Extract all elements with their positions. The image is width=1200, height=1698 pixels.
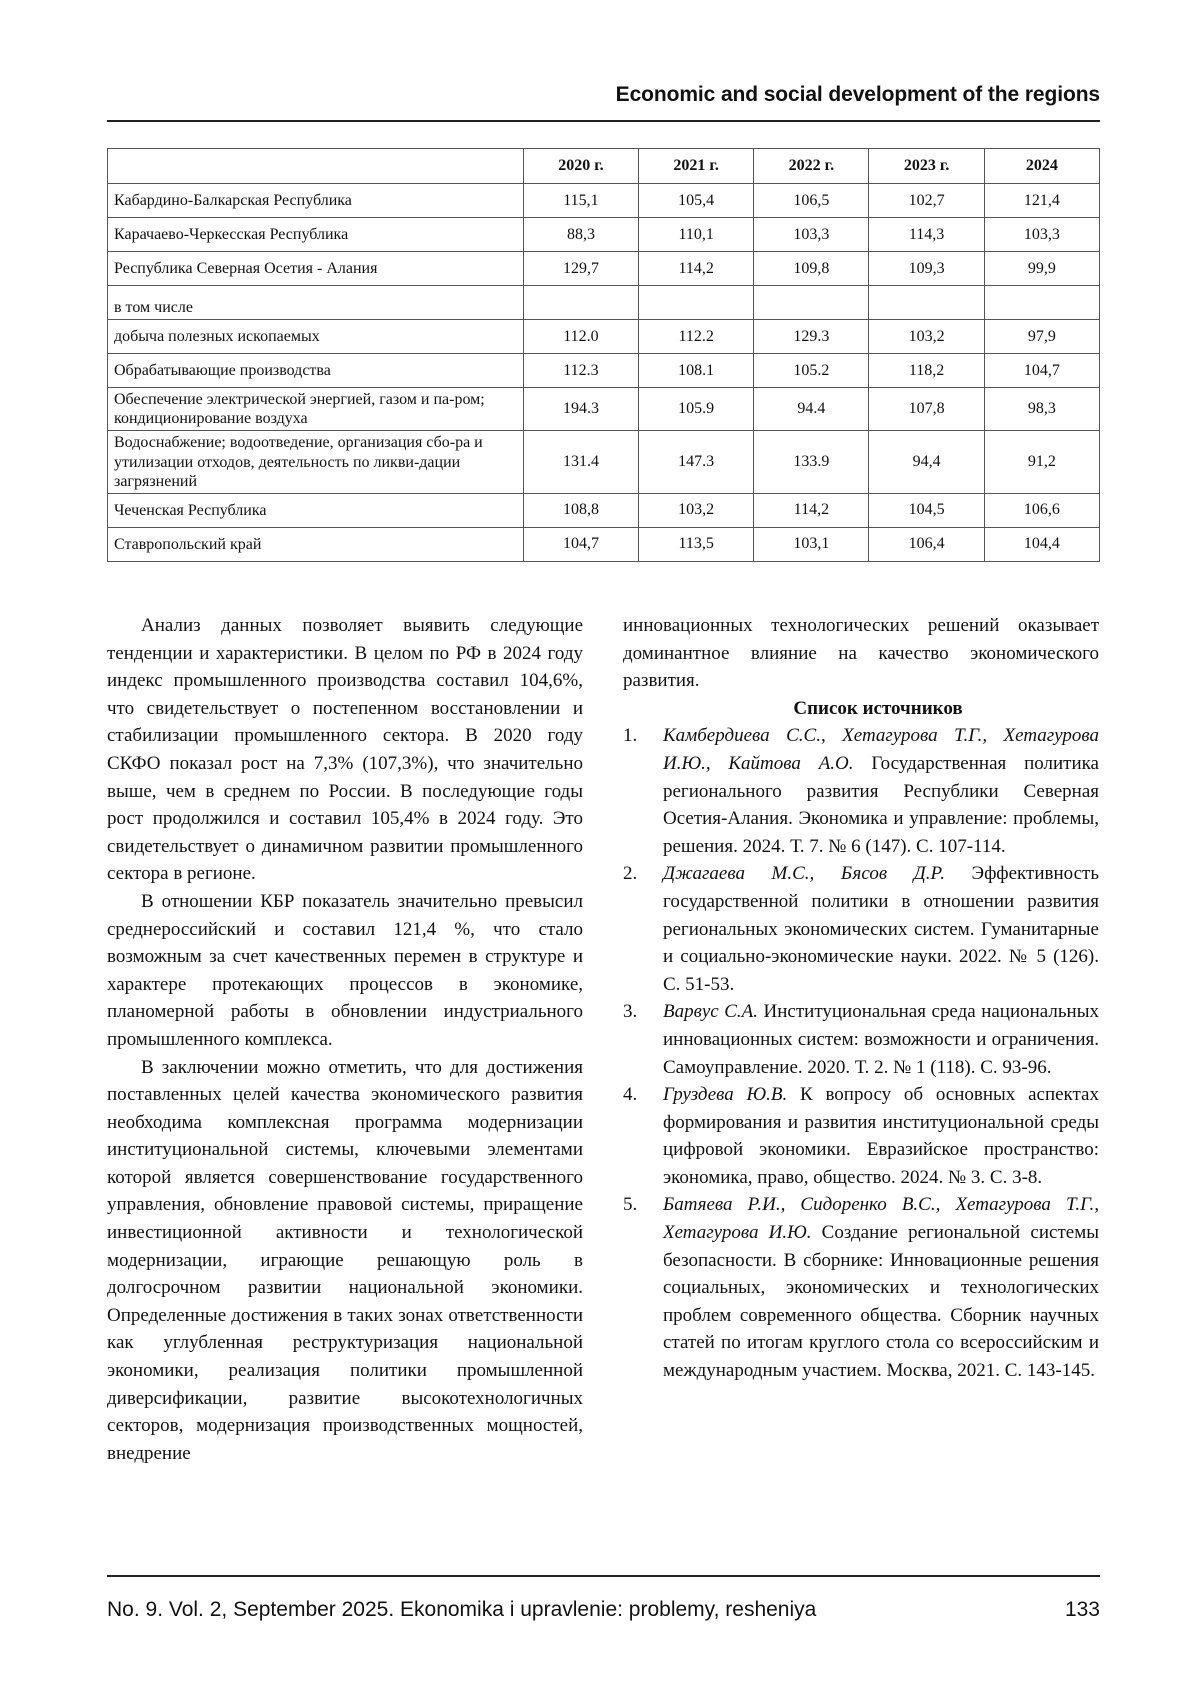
- table-cell: 118,2: [869, 354, 984, 388]
- body-paragraph: В отношении КБР показатель значительно превысил среднероссийский и составил 121,4 %, что стало возможным за счет качественных перемен в структуре и характере протекающих процессов в экономике, планомерной работы в обновлении индустриального промышленного комплекса.: [107, 890, 583, 1050]
- reference-text: Государственная политика регионального развития Республики Северная Осетия-Алания. Экономика и управление: проблемы, решения. 2024. Т. 7. № 6 (147). С. 107-114.: [663, 752, 1099, 857]
- reference-number: 5.: [623, 1194, 638, 1216]
- page-number: 133: [1064, 1598, 1100, 1621]
- table-row: [108, 184, 1100, 218]
- table-cell: [754, 286, 869, 320]
- reference-item: [623, 998, 1099, 1081]
- column-header: [108, 149, 524, 184]
- table-cell: 121,4: [984, 184, 1099, 218]
- table-cell: 113,5: [639, 527, 754, 561]
- reference-number: 3.: [623, 1001, 638, 1023]
- row-label: Обеспечение электрической энергией, газом и па-ром; кондиционирование воздуха: [108, 388, 524, 431]
- reference-number: 1.: [623, 725, 638, 747]
- reference-text: Эффективность государственной политики в отношении развития региональных экономических систем. Гуманитарные и социально-экономические науки. 2022. № 5 (126). С. 51-53.: [663, 863, 1100, 995]
- table-row: [108, 286, 1100, 320]
- table-cell: 194.3: [523, 388, 638, 431]
- header-rule: [107, 120, 1100, 122]
- table-cell: 103,1: [754, 527, 869, 561]
- table-cell: 106,5: [754, 184, 869, 218]
- table-cell: 103,3: [984, 218, 1099, 252]
- table-cell: [869, 286, 984, 320]
- table-row: [108, 388, 1100, 431]
- reference-number: 2.: [623, 863, 638, 885]
- table-cell: 104,7: [523, 527, 638, 561]
- table-cell: 109,3: [869, 252, 984, 286]
- column-header: 2023 г.: [869, 149, 984, 184]
- table-cell: 104,5: [869, 493, 984, 527]
- table-cell: 99,9: [984, 252, 1099, 286]
- reference-item: [623, 1191, 1099, 1384]
- journal-citation: No. 9. Vol. 2, September 2025. Ekonomika i upravlenie: problemy, resheniya: [107, 1598, 817, 1621]
- table-cell: [639, 286, 754, 320]
- table-cell: 115,1: [523, 184, 638, 218]
- row-label: Карачаево-Черкесская Республика: [108, 218, 524, 252]
- table-row: [108, 218, 1100, 252]
- reference-authors: Камбердиева С.С., Хетагурова Т.Г., Хетагурова И.Ю., Кайтова А.О.: [663, 725, 1099, 774]
- reference-item: [623, 860, 1099, 998]
- table-cell: 94.4: [754, 388, 869, 431]
- footer: [107, 1598, 1100, 1622]
- table-cell: 110,1: [639, 218, 754, 252]
- references-title: Список источников: [793, 697, 963, 719]
- table-cell: 106,4: [869, 527, 984, 561]
- table-cell: 105.9: [639, 388, 754, 431]
- column-header: 2024: [984, 149, 1099, 184]
- table-header-row: [108, 149, 1100, 184]
- table-cell: 103,3: [754, 218, 869, 252]
- table-row: [108, 493, 1100, 527]
- reference-item: [623, 1081, 1099, 1191]
- table-cell: 102,7: [869, 184, 984, 218]
- row-label: Обрабатывающие производства: [108, 354, 524, 388]
- table-cell: 107,8: [869, 388, 984, 431]
- body-paragraph: В заключении можно отметить, что для достижения поставленных целей качества экономического развития необходима комплексная программа модернизации институциональной системы, ключевыми элементами которой является совершенствование государственного управления, обновление правовой системы, приращение инвестиционной активности и технологической модернизации, играющие решающую роль в долгосрочном развитии национальной экономики. Определенные достижения в таких зонах ответственности как углубленная реструктуризация национальной экономики, реализация политики промышленной диверсификации, развитие высокотехнологичных секторов, модернизация производственных мощностей, внедрение: [107, 1056, 583, 1464]
- table-cell: 112.2: [639, 320, 754, 354]
- row-label: добыча полезных ископаемых: [108, 320, 524, 354]
- table-cell: 103,2: [869, 320, 984, 354]
- table-cell: 104,4: [984, 527, 1099, 561]
- table-cell: 129,7: [523, 252, 638, 286]
- reference-authors: Джагаева М.С., Бясов Д.Р.: [663, 863, 945, 885]
- table-cell: 103,2: [639, 493, 754, 527]
- row-label: Кабардино-Балкарская Республика: [108, 184, 524, 218]
- table-cell: 112.3: [523, 354, 638, 388]
- table-cell: 105,4: [639, 184, 754, 218]
- reference-text: Создание региональной системы безопасности. В сборнике: Инновационные решения социальных, экономических и технологических проблем современного общества. Сборник научных статей по итогам круглого стола со всероссийским и международным участием. Москва, 2021. С. 143-145.: [663, 1222, 1099, 1382]
- column-header: 2022 г.: [754, 149, 869, 184]
- table-cell: 88,3: [523, 218, 638, 252]
- table-cell: 114,2: [639, 252, 754, 286]
- table-cell: 104,7: [984, 354, 1099, 388]
- running-title: Economic and social development of the regions: [615, 83, 1100, 106]
- table-row: [108, 252, 1100, 286]
- row-label: Чеченская Республика: [108, 493, 524, 527]
- body-paragraph: инновационных технологических решений оказывает доминантное влияние на качество экономического развития.: [623, 615, 1099, 692]
- table-cell: 129.3: [754, 320, 869, 354]
- table-cell: [523, 286, 638, 320]
- row-label: Водоснабжение; водоотведение, организация сбо-ра и утилизации отходов, деятельность по ликви-дации загрязнений: [108, 431, 524, 494]
- row-label: Республика Северная Осетия - Алания: [108, 252, 524, 286]
- column-header: 2020 г.: [523, 149, 638, 184]
- table-row: [108, 320, 1100, 354]
- reference-text: К вопросу об основных аспектах формирования и развития институциональной среды цифровой экономики. Евразийское пространство: экономика, право, общество. 2024. № 3. С. 3-8.: [663, 1084, 1099, 1188]
- reference-item: [623, 722, 1099, 860]
- references-list: [623, 722, 1099, 1384]
- table-cell: 97,9: [984, 320, 1099, 354]
- table-cell: 114,3: [869, 218, 984, 252]
- table-row: [108, 431, 1100, 494]
- table-cell: 147.3: [639, 431, 754, 494]
- data-table: [107, 148, 1100, 562]
- table-row: [108, 354, 1100, 388]
- table-cell: 98,3: [984, 388, 1099, 431]
- table-cell: 94,4: [869, 431, 984, 494]
- footer-rule: [107, 1575, 1100, 1577]
- left-column: [107, 612, 583, 1467]
- reference-text: Институциональная среда национальных инновационных систем: возможности и ограничения. Самоуправление. 2020. Т. 2. № 1 (118). С. 93-96.: [663, 1001, 1099, 1078]
- reference-number: 4.: [623, 1084, 638, 1106]
- reference-authors: Груздева Ю.В.: [663, 1084, 788, 1106]
- body-paragraph: Анализ данных позволяет выявить следующие тенденции и характеристики. В целом по РФ в 2024 году индекс промышленного производства составил 104,6%, что свидетельствует о постепенном восстановлении и стабилизации промышленного сектора. В 2020 году СКФО показал рост на 7,3% (107,3%), что значительно выше, чем в среднем по России. В последующие годы рост продолжился и составил 105,4% в 2024 году. Это свидетельствует о динамичном развитии промышленного сектора в регионе.: [107, 615, 583, 885]
- table-cell: [984, 286, 1099, 320]
- right-column: [623, 612, 1099, 1385]
- reference-authors: Батяева Р.И., Сидоренко В.С., Хетагурова Т.Г., Хетагурова И.Ю.: [663, 1194, 1099, 1244]
- table-cell: 105.2: [754, 354, 869, 388]
- table-row: [108, 527, 1100, 561]
- table-cell: 108.1: [639, 354, 754, 388]
- row-label: в том числе: [108, 286, 524, 320]
- row-label: Ставропольский край: [108, 527, 524, 561]
- column-header: 2021 г.: [639, 149, 754, 184]
- table-cell: 112.0: [523, 320, 638, 354]
- table-cell: 109,8: [754, 252, 869, 286]
- table-cell: 91,2: [984, 431, 1099, 494]
- table-cell: 106,6: [984, 493, 1099, 527]
- table-cell: 133.9: [754, 431, 869, 494]
- table-cell: 108,8: [523, 493, 638, 527]
- table-cell: 114,2: [754, 493, 869, 527]
- table-cell: 131.4: [523, 431, 638, 494]
- reference-authors: Варвус С.А.: [663, 1001, 759, 1023]
